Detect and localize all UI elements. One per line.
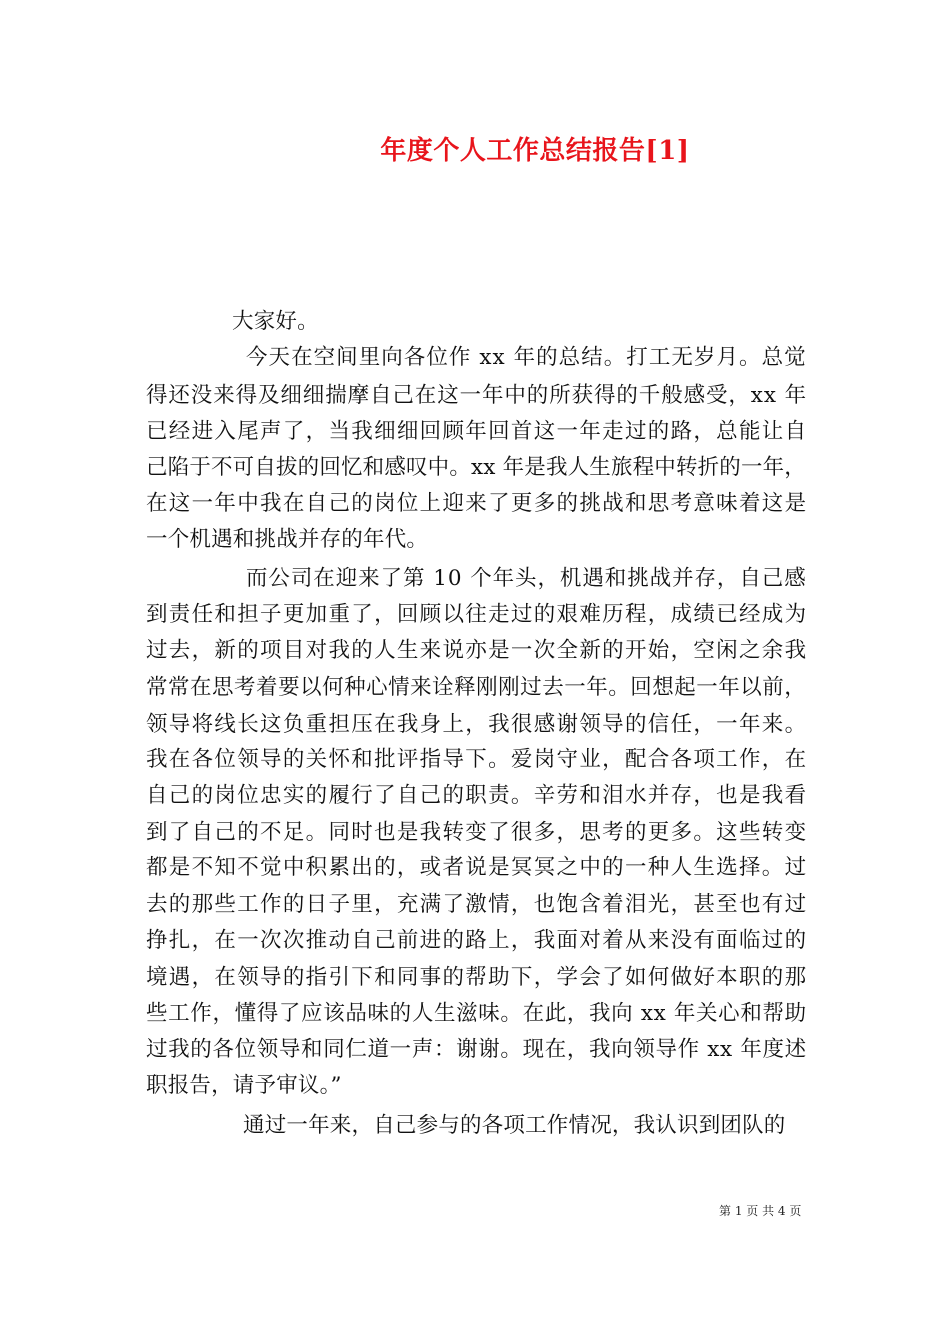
paragraph-line: 挣扎，在一次次推动自己前进的路上，我面对着从来没有面临过的	[146, 928, 808, 953]
paragraph-line: 境遇，在领导的指引下和同事的帮助下，学会了如何做好本职的那	[146, 965, 808, 990]
paragraph-line: 过我的各位领导和同仁道一声：谢谢。现在，我向领导作 xx 年度述	[146, 1037, 807, 1062]
paragraph-line: 自己的岗位忠实的履行了自己的职责。辛劳和泪水并存，也是我看	[146, 783, 808, 808]
paragraph-line: 己陷于不可自拔的回忆和感叹中。xx 年是我人生旅程中转折的一年，	[146, 455, 806, 480]
paragraph-line: 领导将线长这负重担压在我身上，我很感谢领导的信任，一年来。	[146, 712, 808, 737]
paragraph-line: 都是不知不觉中积累出的，或者说是冥冥之中的一种人生选择。过	[146, 855, 808, 880]
paragraph-line: 常常在思考着要以何种心情来诠释刚刚过去一年。回想起一年以前，	[146, 675, 807, 700]
page-number: 第 1 页 共 4 页	[719, 1204, 802, 1218]
paragraph-line: 些工作，懂得了应该品味的人生滋味。在此，我向 xx 年关心和帮助	[146, 1001, 807, 1026]
paragraph-line: 我在各位领导的关怀和批评指导下。爱岗守业，配合各项工作，在	[146, 747, 808, 772]
paragraph-line: 而公司在迎来了第 10 个年头，机遇和挑战并存，自己感	[246, 566, 807, 591]
paragraph-line: 在这一年中我在自己的岗位上迎来了更多的挑战和思考意味着这是	[146, 491, 808, 516]
paragraph-line: 职报告，请予审议。”	[146, 1073, 342, 1098]
document-title: 年度个人工作总结报告[1]	[380, 136, 690, 166]
paragraph-line: 到了自己的不足。同时也是我转变了很多，思考的更多。这些转变	[146, 820, 808, 845]
paragraph-line: 通过一年来，自己参与的各项工作情况，我认识到团队的	[243, 1113, 786, 1138]
paragraph-line: 去的那些工作的日子里，充满了激情，也饱含着泪光，甚至也有过	[146, 892, 808, 917]
paragraph-line: 过去，新的项目对我的人生来说亦是一次全新的开始，空闲之余我	[146, 638, 808, 663]
paragraph-line: 得还没来得及细细揣摩自己在这一年中的所获得的千般感受，xx 年	[146, 383, 807, 408]
paragraph-line: 今天在空间里向各位作 xx 年的总结。打工无岁月。总觉	[246, 345, 807, 370]
paragraph-line: 一个机遇和挑战并存的年代。	[146, 527, 429, 552]
paragraph-line: 到责任和担子更加重了，回顾以往走过的艰难历程，成绩已经成为	[146, 602, 808, 627]
paragraph-line: 已经进入尾声了，当我细细回顾年回首这一年走过的路，总能让自	[146, 419, 808, 444]
greeting-line: 大家好。	[232, 309, 319, 334]
